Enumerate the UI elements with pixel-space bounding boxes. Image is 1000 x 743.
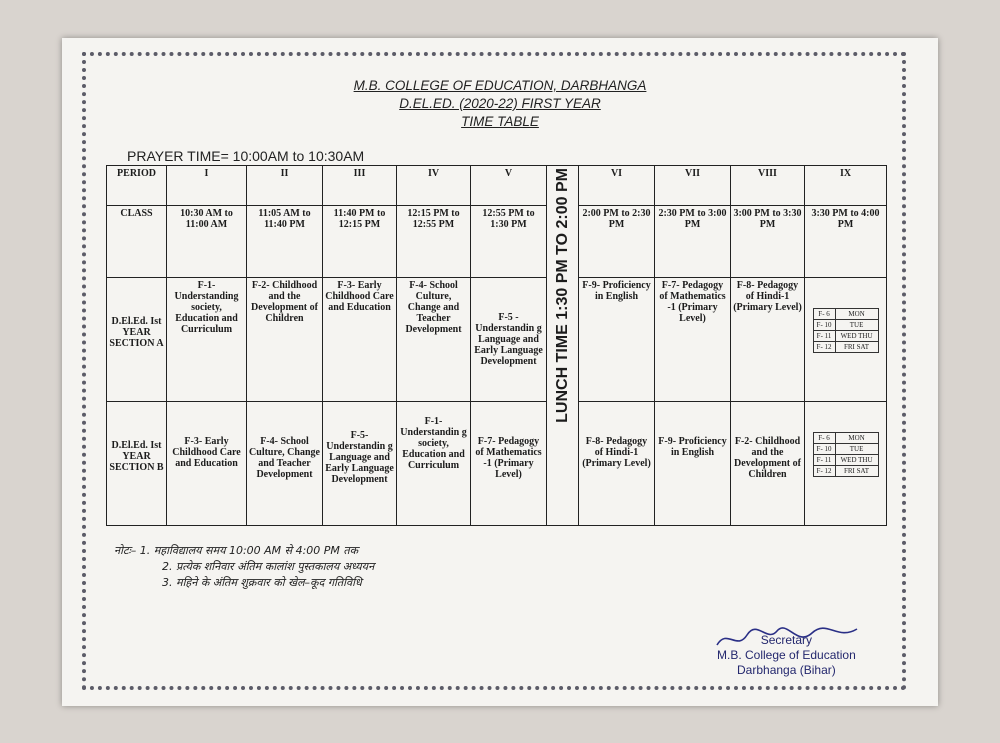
section-label: D.El.Ed. Ist YEAR SECTION A <box>107 278 167 402</box>
college-name: M.B. COLLEGE OF EDUCATION, DARBHANGA <box>353 78 647 93</box>
period-time: 11:05 AM to 11:40 PM <box>247 206 323 278</box>
signature-role: Secretary <box>760 633 813 647</box>
note-line: नोटः– 1. महाविद्यालय समय 10:00 AM से 4:00 PM तक <box>114 544 359 557</box>
rotation-subject: F- 12 <box>813 342 835 353</box>
signature-place: Darbhanga (Bihar) <box>737 663 836 677</box>
timetable-title: TIME TABLE <box>461 114 539 129</box>
rotation-table <box>813 432 879 477</box>
rotation-subject: F- 10 <box>813 320 835 331</box>
subject-cell: F-1- Understandin g society, Education and Curriculum <box>397 402 471 526</box>
subject-cell: F-8- Pedagogy of Hindi-1 (Primary Level) <box>731 278 805 402</box>
signature-org: M.B. College of Education <box>717 648 856 662</box>
timetable <box>106 165 887 526</box>
rotation-subject: F- 10 <box>813 444 835 455</box>
period-header: IX <box>805 166 887 206</box>
period-header: V <box>471 166 547 206</box>
subject-cell: F-5 - Understandin g Language and Early Language Development <box>471 278 547 402</box>
lunch-label: LUNCH TIME 1:30 PM TO 2:00 PM <box>554 168 571 423</box>
period-ix-cell <box>805 278 887 402</box>
period-time: 3:00 PM to 3:30 PM <box>731 206 805 278</box>
period-ix-cell <box>805 402 887 526</box>
subject-cell: F-9- Proficiency in English <box>579 278 655 402</box>
period-time: 11:40 PM to 12:15 PM <box>323 206 397 278</box>
rotation-day: MON <box>835 433 878 444</box>
period-time: 12:15 PM to 12:55 PM <box>397 206 471 278</box>
subject-cell: F-4- School Culture, Change and Teacher Development <box>397 278 471 402</box>
subject-cell: F-1- Understanding society, Education and Curriculum <box>167 278 247 402</box>
subject-cell: F-2- Childhood and the Development of Children <box>247 278 323 402</box>
subject-cell: F-4- School Culture, Change and Teacher Development <box>247 402 323 526</box>
period-header: VIII <box>731 166 805 206</box>
rotation-subject: F- 6 <box>813 433 835 444</box>
rotation-table <box>813 308 879 353</box>
subject-cell: F-7- Pedagogy of Mathematics -1 (Primary Level) <box>655 278 731 402</box>
period-header: II <box>247 166 323 206</box>
period-header: VI <box>579 166 655 206</box>
subject-cell: F-8- Pedagogy of Hindi-1 (Primary Level) <box>579 402 655 526</box>
subject-cell: F-9- Proficiency in English <box>655 402 731 526</box>
period-time: 3:30 PM to 4:00 PM <box>805 206 887 278</box>
lunch-column <box>547 166 579 526</box>
period-time: 12:55 PM to 1:30 PM <box>471 206 547 278</box>
period-time: 2:30 PM to 3:00 PM <box>655 206 731 278</box>
timetable-sheet <box>62 38 938 706</box>
rotation-day: FRI SAT <box>835 466 878 477</box>
period-header: VII <box>655 166 731 206</box>
subject-cell: F-7- Pedagogy of Mathematics -1 (Primary Level) <box>471 402 547 526</box>
rotation-day: WED THU <box>835 455 878 466</box>
subject-cell: F-3- Early Childhood Care and Education <box>323 278 397 402</box>
signature-block <box>717 633 856 678</box>
section-label: D.El.Ed. Ist YEAR SECTION B <box>107 402 167 526</box>
rotation-day: FRI SAT <box>835 342 878 353</box>
rotation-day: WED THU <box>835 331 878 342</box>
rotation-subject: F- 6 <box>813 309 835 320</box>
note-line: 3. महिने के अंतिम शुक्रवार को खेल–कूद गतिविधि <box>162 576 362 589</box>
rotation-day: TUE <box>835 444 878 455</box>
course-title: D.EL.ED. (2020-22) FIRST YEAR <box>399 96 601 111</box>
rotation-subject: F- 12 <box>813 466 835 477</box>
class-label: CLASS <box>107 206 167 278</box>
rotation-subject: F- 11 <box>813 331 835 342</box>
period-header: IV <box>397 166 471 206</box>
note-line: 2. प्रत्येक शनिवार अंतिम कालांश पुस्तकालय अध्ययन <box>162 560 375 573</box>
period-time: 10:30 AM to 11:00 AM <box>167 206 247 278</box>
period-label: PERIOD <box>107 166 167 206</box>
subject-cell: F-5- Understandin g Language and Early Language Development <box>323 402 397 526</box>
period-time: 2:00 PM to 2:30 PM <box>579 206 655 278</box>
period-header: I <box>167 166 247 206</box>
prayer-time: PRAYER TIME= 10:00AM to 10:30AM <box>127 148 365 164</box>
period-header: III <box>323 166 397 206</box>
subject-cell: F-2- Childhood and the Development of Children <box>731 402 805 526</box>
notes <box>114 543 374 591</box>
rotation-day: MON <box>835 309 878 320</box>
rotation-day: TUE <box>835 320 878 331</box>
subject-cell: F-3- Early Childhood Care and Education <box>167 402 247 526</box>
rotation-subject: F- 11 <box>813 455 835 466</box>
